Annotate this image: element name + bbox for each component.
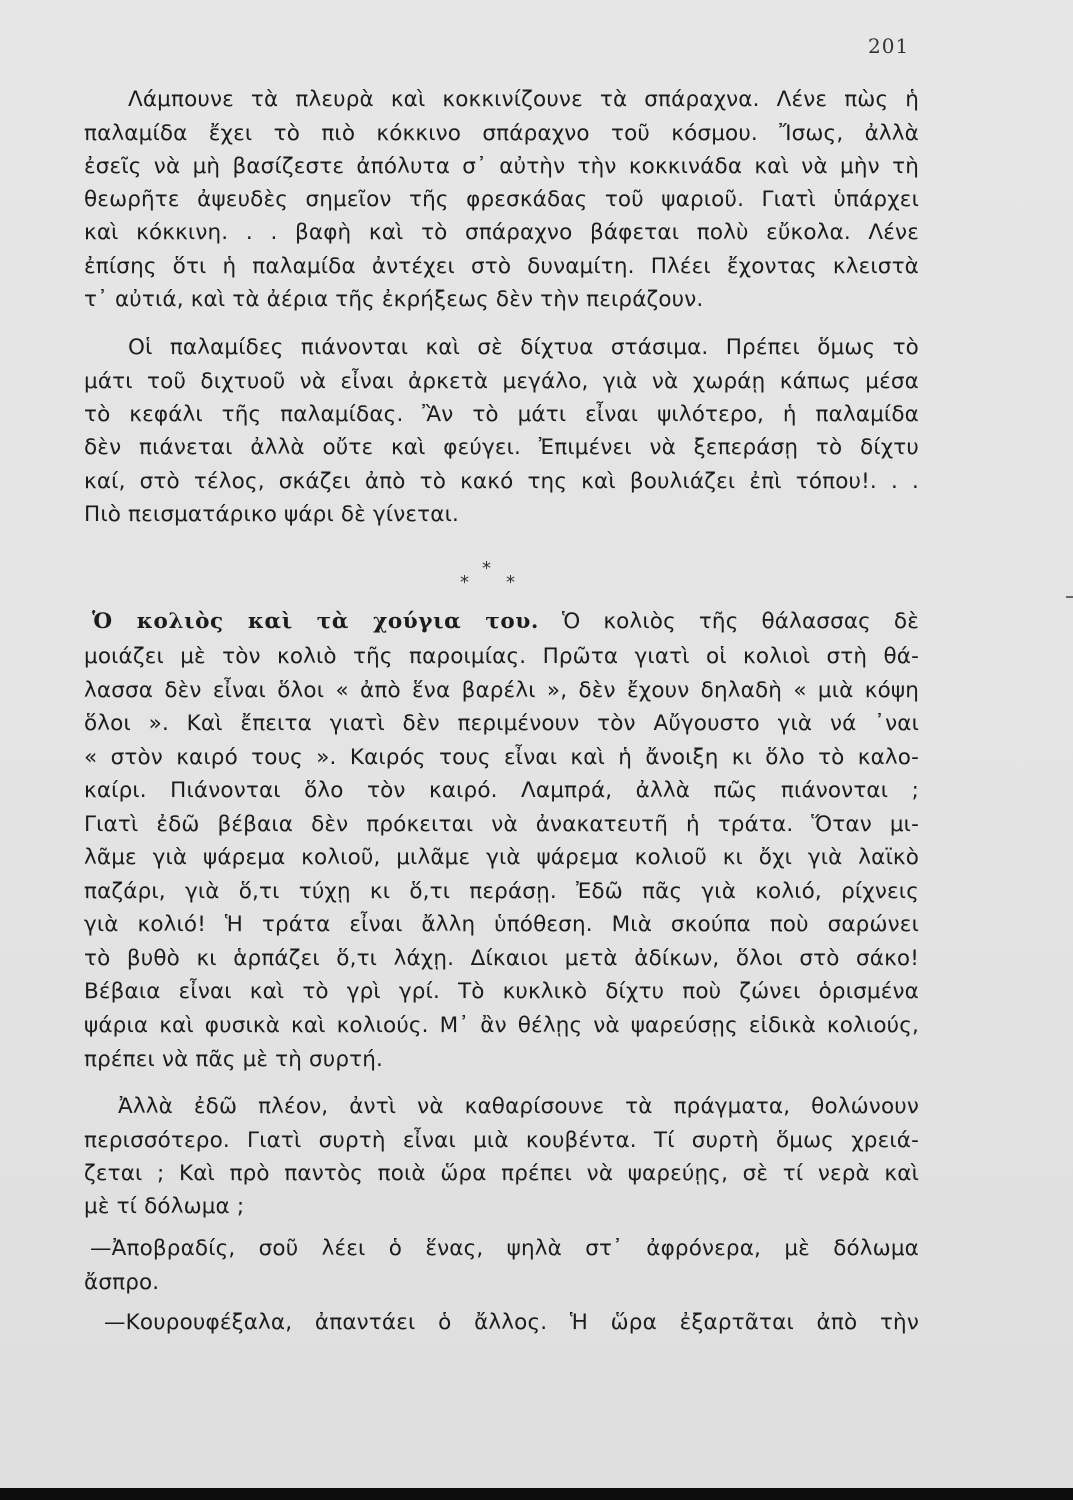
text-line: λασσα δὲν εἶναι ὅλοι « ἀπὸ ἕνα βαρέλι », δὲν ἔχουν δηλαδὴ « μιὰ κόψη xyxy=(84,678,919,703)
text-line: λᾶμε γιὰ ψάρεμα κολιοῦ, μιλᾶμε γιὰ ψάρεμα κολιοῦ κι ὄχι γιὰ λαϊκὸ xyxy=(84,845,919,870)
text-line: παζάρι, γιὰ ὅ,τι τύχῃ κι ὅ,τι περάσῃ. Ἐδῶ πᾶς γιὰ κολιό, ρίχνεις xyxy=(84,879,919,904)
text-line: ὅλοι ». Καὶ ἔπειτα γιατὶ δὲν περιμένουν τὸν Αὔγουστο γιὰ νά ᾿ναι xyxy=(84,711,919,736)
text-line: θεωρῆτε ἀψευδὲς σημεῖον τῆς φρεσκάδας τοῦ ψαριοῦ. Γιατὶ ὑπάρχει xyxy=(84,187,919,212)
dialogue-line: —Ἀποβραδίς, σοῦ λέει ὁ ἕνας, ψηλὰ στ᾿ ἀφρόνερα, μὲ δόλωμα xyxy=(90,1236,919,1261)
section-break: * * * xyxy=(460,558,515,593)
dialogue-line: —Κουρουφέξαλα, ἀπαντάει ὁ ἄλλος. Ἡ ὥρα ἐξαρτᾶται ἀπὸ τὴν xyxy=(104,1310,919,1335)
text-line: τ᾿ αὐτιά, καὶ τὰ ἀέρια τῆς ἐκρήξεως δὲν τὴν πειράζουν. xyxy=(84,287,704,312)
section-first-line-rest: Ὁ κολιὸς τῆς θάλασσας δὲ xyxy=(561,609,920,634)
text-line: Πιὸ πεισματάρικο ψάρι δὲ γίνεται. xyxy=(84,502,459,527)
text-line: περισσότερο. Γιατὶ συρτὴ εἶναι μιὰ κουβέντα. Τί συρτὴ ὅμως χρειά- xyxy=(84,1128,919,1153)
text-line: γιὰ κολιό! Ἡ τράτα εἶναι ἄλλη ὑπόθεση. Μιὰ σκούπα ποὺ σαρώνει xyxy=(84,912,919,937)
text-line: Ἀλλὰ ἐδῶ πλέον, ἀντὶ νὰ καθαρίσουνε τὰ πράγματα, θολώνουν xyxy=(118,1094,919,1119)
text-line: τὸ βυθὸ κι ἁρπάζει ὅ,τι λάχῃ. Δίκαιοι μετὰ ἀδίκων, ὅλοι στὸ σάκο! xyxy=(84,946,919,971)
text-line: καὶ κόκκινη. . . βαφὴ καὶ τὸ σπάραχνο βάφεται πολὺ εὔκολα. Λένε xyxy=(84,220,919,245)
text-line: ἐπίσης ὅτι ἡ παλαμίδα ἀντέχει στὸ δυναμίτη. Πλέει ἔχοντας κλειστὰ xyxy=(84,254,919,279)
scan-bottom-edge xyxy=(0,1488,1073,1500)
text-line: μὲ τί δόλωμα ; xyxy=(84,1194,245,1219)
text-line: Γιατὶ ἐδῶ βέβαια δὲν πρόκειται νὰ ἀνακατευτῆ ἡ τράτα. Ὅταν μι- xyxy=(84,812,919,837)
text-line: « στὸν καιρό τους ». Καιρός τους εἶναι καὶ ἡ ἄνοιξη κι ὅλο τὸ καλο- xyxy=(84,745,919,770)
text-line: Λάμπουνε τὰ πλευρὰ καὶ κοκκινίζουνε τὰ σπάραχνα. Λένε πὼς ἡ xyxy=(128,87,919,112)
text-line: τὸ κεφάλι τῆς παλαμίδας. Ἂν τὸ μάτι εἶναι ψιλότερο, ἡ παλαμίδα xyxy=(84,402,919,427)
text-line: παλαμίδα ἔχει τὸ πιὸ κόκκινο σπάραχνο τοῦ κόσμου. Ἴσως, ἀλλὰ xyxy=(84,121,919,146)
text-line: Βέβαια εἶναι καὶ τὸ γρὶ γρί. Τὸ κυκλικὸ δίχτυ ποὺ ζώνει ὁρισμένα xyxy=(84,979,919,1004)
text-line: δὲν πιάνεται ἀλλὰ οὔτε καὶ φεύγει. Ἐπιμένει νὰ ξεπεράσῃ τὸ δίχτυ xyxy=(84,435,919,460)
text-line: πρέπει νὰ πᾶς μὲ τὴ συρτή. xyxy=(84,1047,384,1072)
section-title: Ὁ κολιὸς καὶ τὰ χούγια του. xyxy=(92,609,539,634)
page-number: 201 xyxy=(868,34,910,58)
section-first-line xyxy=(92,605,919,639)
text-line: ζεται ; Καὶ πρὸ παντὸς ποιὰ ὥρα πρέπει νὰ ψαρεύῃς, σὲ τί νερὰ καὶ xyxy=(84,1161,919,1186)
text-line: ἐσεῖς νὰ μὴ βασίζεστε ἀπόλυτα σ᾿ αὐτὴν τὴν κοκκινάδα καὶ νὰ μὴν τὴ xyxy=(84,154,919,179)
text-line: Οἱ παλαμίδες πιάνονται καὶ σὲ δίχτυα στάσιμα. Πρέπει ὅμως τὸ xyxy=(128,335,919,360)
text-line: καί, στὸ τέλος, σκάζει ἀπὸ τὸ κακό της καὶ βουλιάζει ἐπὶ τόπου!. . . xyxy=(84,469,919,494)
text-line: ψάρια καὶ φυσικὰ καὶ κολιούς. Μ᾿ ἂν θέλῃς νὰ ψαρεύσῃς εἰδικὰ κολιούς, xyxy=(84,1013,919,1038)
text-line: καίρι. Πιάνονται ὅλο τὸν καιρό. Λαμπρά, ἀλλὰ πῶς πιάνονται ; xyxy=(84,778,919,803)
text-line: μοιάζει μὲ τὸν κολιὸ τῆς παροιμίας. Πρῶτα γιατὶ οἱ κολιοὶ στὴ θά- xyxy=(84,644,919,669)
scan-edge-mark xyxy=(1066,596,1073,598)
text-line: μάτι τοῦ διχτυοῦ νὰ εἶναι ἀρκετὰ μεγάλο, γιὰ νὰ χωράῃ κάπως μέσα xyxy=(84,369,919,394)
dialogue-line: ἄσπρο. xyxy=(84,1270,160,1295)
